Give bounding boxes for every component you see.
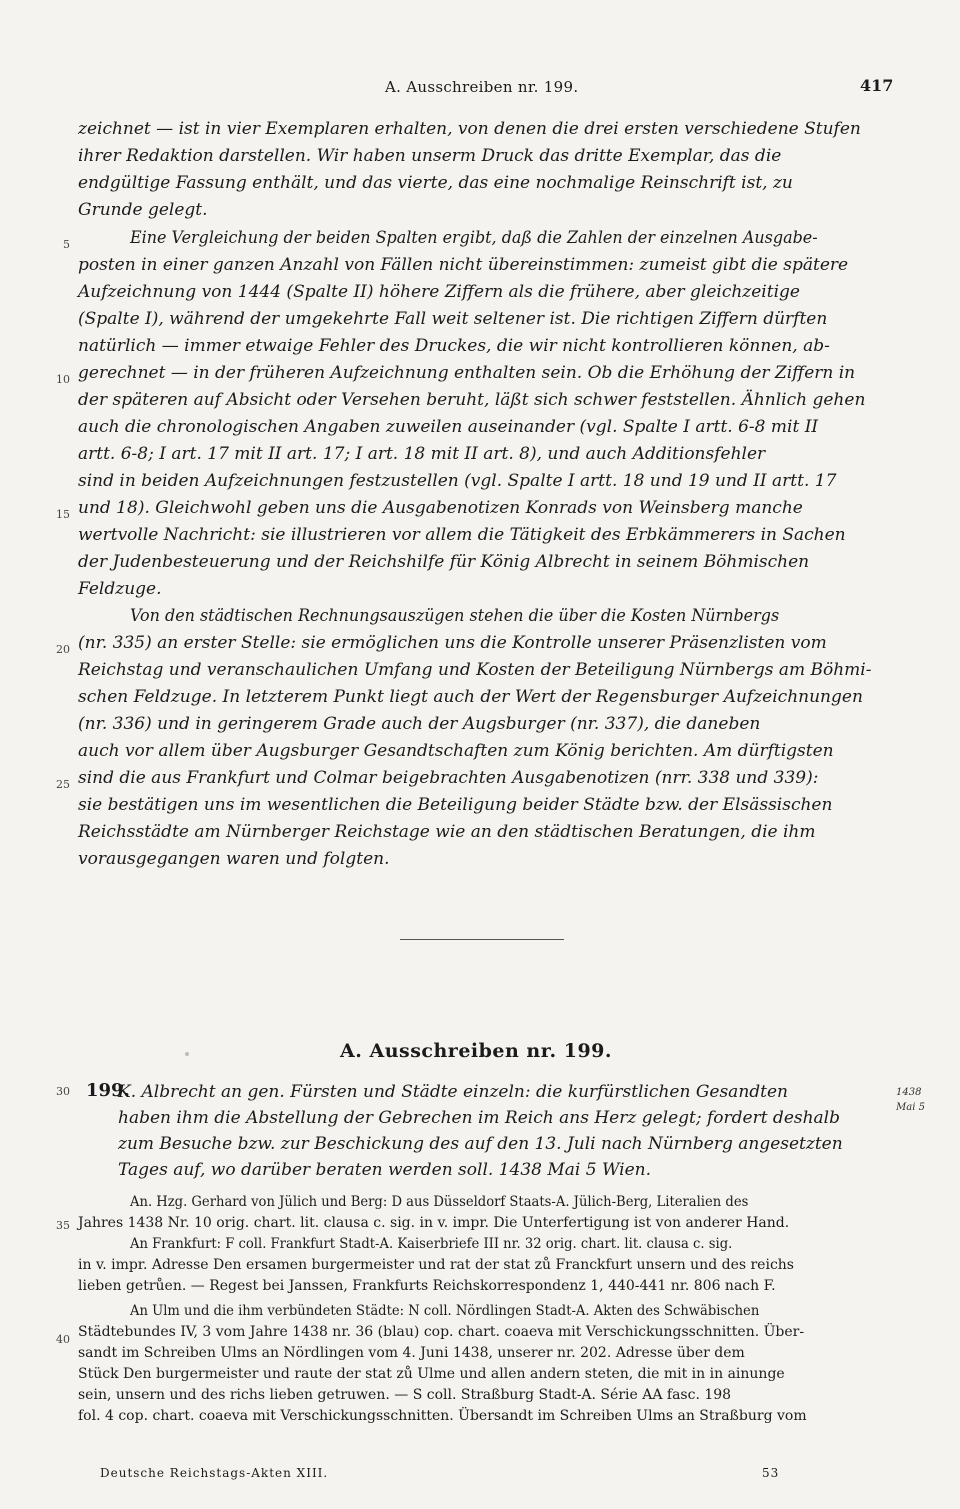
section-divider <box>400 939 564 940</box>
text-line: vorausgegangen waren und folgten. <box>78 849 390 869</box>
line-number: 35 <box>56 1219 70 1232</box>
text-line: schen Feldzuge. In letzterem Punkt liegt auch der Wert der Regensburger Aufzeichnungen <box>78 687 863 707</box>
line-number: 5 <box>63 238 70 251</box>
text-line: auch vor allem über Augsburger Gesandtschaften zum König berichten. Am dürftigsten <box>78 741 834 761</box>
source-line: An. Hzg. Gerhard von Jülich und Berg: D aus Düsseldorf Staats-A. Jülich-Berg, Literalien des <box>130 1194 749 1210</box>
regest-line: K. Albrecht an gen. Fürsten und Städte einzeln: die kurfürstlichen Gesandten <box>118 1082 788 1102</box>
text-line: Feldzuge. <box>78 579 162 599</box>
text-line: artt. 6-8; I art. 17 mit II art. 17; I art. 18 mit II art. 8), und auch Additionsfehler <box>78 444 766 464</box>
text-line: posten in einer ganzen Anzahl von Fällen nicht übereinstimmen: zumeist gibt die spätere <box>78 255 849 275</box>
source-line: lieben getrůen. — Regest bei Janssen, Frankfurts Reichskorrespondenz 1, 440-441 nr. 806 nach F. <box>78 1278 776 1294</box>
regest-line: zum Besuche bzw. zur Beschickung des auf den 13. Juli nach Nürnberg angesetzten <box>118 1134 843 1154</box>
source-line: An Ulm und die ihm verbündeten Städte: N coll. Nördlingen Stadt-A. Akten des Schwäbischen <box>130 1303 760 1319</box>
source-line: Jahres 1438 Nr. 10 orig. chart. lit. clausa c. sig. in v. impr. Die Unterfertigung ist von anderer Hand. <box>78 1215 790 1231</box>
source-line: fol. 4 cop. chart. coaeva mit Verschickungsschnitten. Übersandt im Schreiben Ulms an Straßburg vom <box>78 1408 807 1424</box>
text-line: Reichsstädte am Nürnberger Reichstage wie an den städtischen Beratungen, die ihm <box>78 822 816 842</box>
text-line: (nr. 335) an erster Stelle: sie ermöglichen uns die Kontrolle unserer Präsenzlisten vom <box>78 633 827 653</box>
text-line: natürlich — immer etwaige Fehler des Druckes, die wir nicht kontrollieren können, ab- <box>78 336 830 356</box>
text-line: Aufzeichnung von 1444 (Spalte II) höhere Ziffern als die frühere, aber gleichzeitige <box>78 282 800 302</box>
text-line: Grunde gelegt. <box>78 200 208 220</box>
text-line: Reichstag und veranschaulichen Umfang und Kosten der Beteiligung Nürnbergs am Böhmi- <box>78 660 872 680</box>
footer-series-title: Deutsche Reichstags-Akten XIII. <box>100 1466 329 1480</box>
margin-date-day: Mai 5 <box>896 1102 925 1113</box>
text-line: und 18). Gleichwohl geben uns die Ausgabenotizen Konrads von Weinsberg manche <box>78 498 803 518</box>
document-number: 199. <box>86 1080 130 1101</box>
regest-line: Tages auf, wo darüber beraten werden soll. 1438 Mai 5 Wien. <box>118 1160 651 1180</box>
text-line: Eine Vergleichung der beiden Spalten ergibt, daß die Zahlen der einzelnen Ausgabe- <box>130 228 818 248</box>
text-line: der späteren auf Absicht oder Versehen beruht, läßt sich schwer feststellen. Ähnlich gehen <box>78 390 866 410</box>
page-number: 417 <box>860 76 894 95</box>
text-line: sind in beiden Aufzeichnungen festzustellen (vgl. Spalte I artt. 18 und 19 und II artt. 17 <box>78 471 837 491</box>
source-line: sein, unsern und des richs lieben getruwen. — S coll. Straßburg Stadt-A. Série AA fasc. 198 <box>78 1387 732 1403</box>
line-number: 20 <box>56 643 70 656</box>
text-line: sie bestätigen uns im wesentlichen die Beteiligung beider Städte bzw. der Elsässischen <box>78 795 833 815</box>
text-line: auch die chronologischen Angaben zuweilen auseinander (vgl. Spalte I artt. 6-8 mit II <box>78 417 819 437</box>
section-title: A. Ausschreiben nr. 199. <box>340 1040 613 1062</box>
text-line: endgültige Fassung enthält, und das vierte, das eine nochmalige Reinschrift ist, zu <box>78 173 793 193</box>
source-line: sandt im Schreiben Ulms an Nördlingen vom 4. Juni 1438, unserer nr. 202. Adresse über dem <box>78 1345 745 1361</box>
text-line: Von den städtischen Rechnungsauszügen stehen die über die Kosten Nürnbergs <box>130 606 780 626</box>
margin-date-year: 1438 <box>896 1087 922 1098</box>
paper-speck <box>185 1052 189 1056</box>
line-number: 10 <box>56 373 70 386</box>
running-header-title: A. Ausschreiben nr. 199. <box>385 78 579 96</box>
line-number: 30 <box>56 1085 70 1098</box>
text-line: zeichnet — ist in vier Exemplaren erhalten, von denen die drei ersten verschiedene Stufen <box>78 119 861 139</box>
text-line: ihrer Redaktion darstellen. Wir haben unserm Druck das dritte Exemplar, das die <box>78 146 782 166</box>
source-line: Stück Den burgermeister und raute der stat zů Ulme und allen andern steten, die mit in in ainunge <box>78 1366 785 1382</box>
text-line: der Judenbesteuerung und der Reichshilfe für König Albrecht in seinem Böhmischen <box>78 552 810 572</box>
source-line: An Frankfurt: F coll. Frankfurt Stadt-A. Kaiserbriefe III nr. 32 orig. chart. lit. clausa c. sig. <box>130 1236 733 1252</box>
line-number: 25 <box>56 778 70 791</box>
line-number: 15 <box>56 508 70 521</box>
text-line: gerechnet — in der früheren Aufzeichnung enthalten sein. Ob die Erhöhung der Ziffern in <box>78 363 856 383</box>
text-line: wertvolle Nachricht: sie illustrieren vor allem die Tätigkeit des Erbkämmerers in Sachen <box>78 525 846 545</box>
source-line: Städtebundes IV, 3 vom Jahre 1438 nr. 36 (blau) cop. chart. coaeva mit Verschickungsschnitten. Über- <box>78 1324 805 1340</box>
text-line: (Spalte I), während der umgekehrte Fall weit seltener ist. Die richtigen Ziffern dürften <box>78 309 828 329</box>
text-line: sind die aus Frankfurt und Colmar beigebrachten Ausgabenotizen (nrr. 338 und 339): <box>78 768 819 788</box>
text-line: (nr. 336) und in geringerem Grade auch der Augsburger (nr. 337), die daneben <box>78 714 761 734</box>
source-line: in v. impr. Adresse Den ersamen burgermeister und rat der stat zů Franckfurt unsern und des reichs <box>78 1257 794 1273</box>
footer-signature: 53 <box>762 1466 780 1480</box>
regest-line: haben ihm die Abstellung der Gebrechen im Reich ans Herz gelegt; fordert deshalb <box>118 1108 841 1128</box>
line-number: 40 <box>56 1333 70 1346</box>
